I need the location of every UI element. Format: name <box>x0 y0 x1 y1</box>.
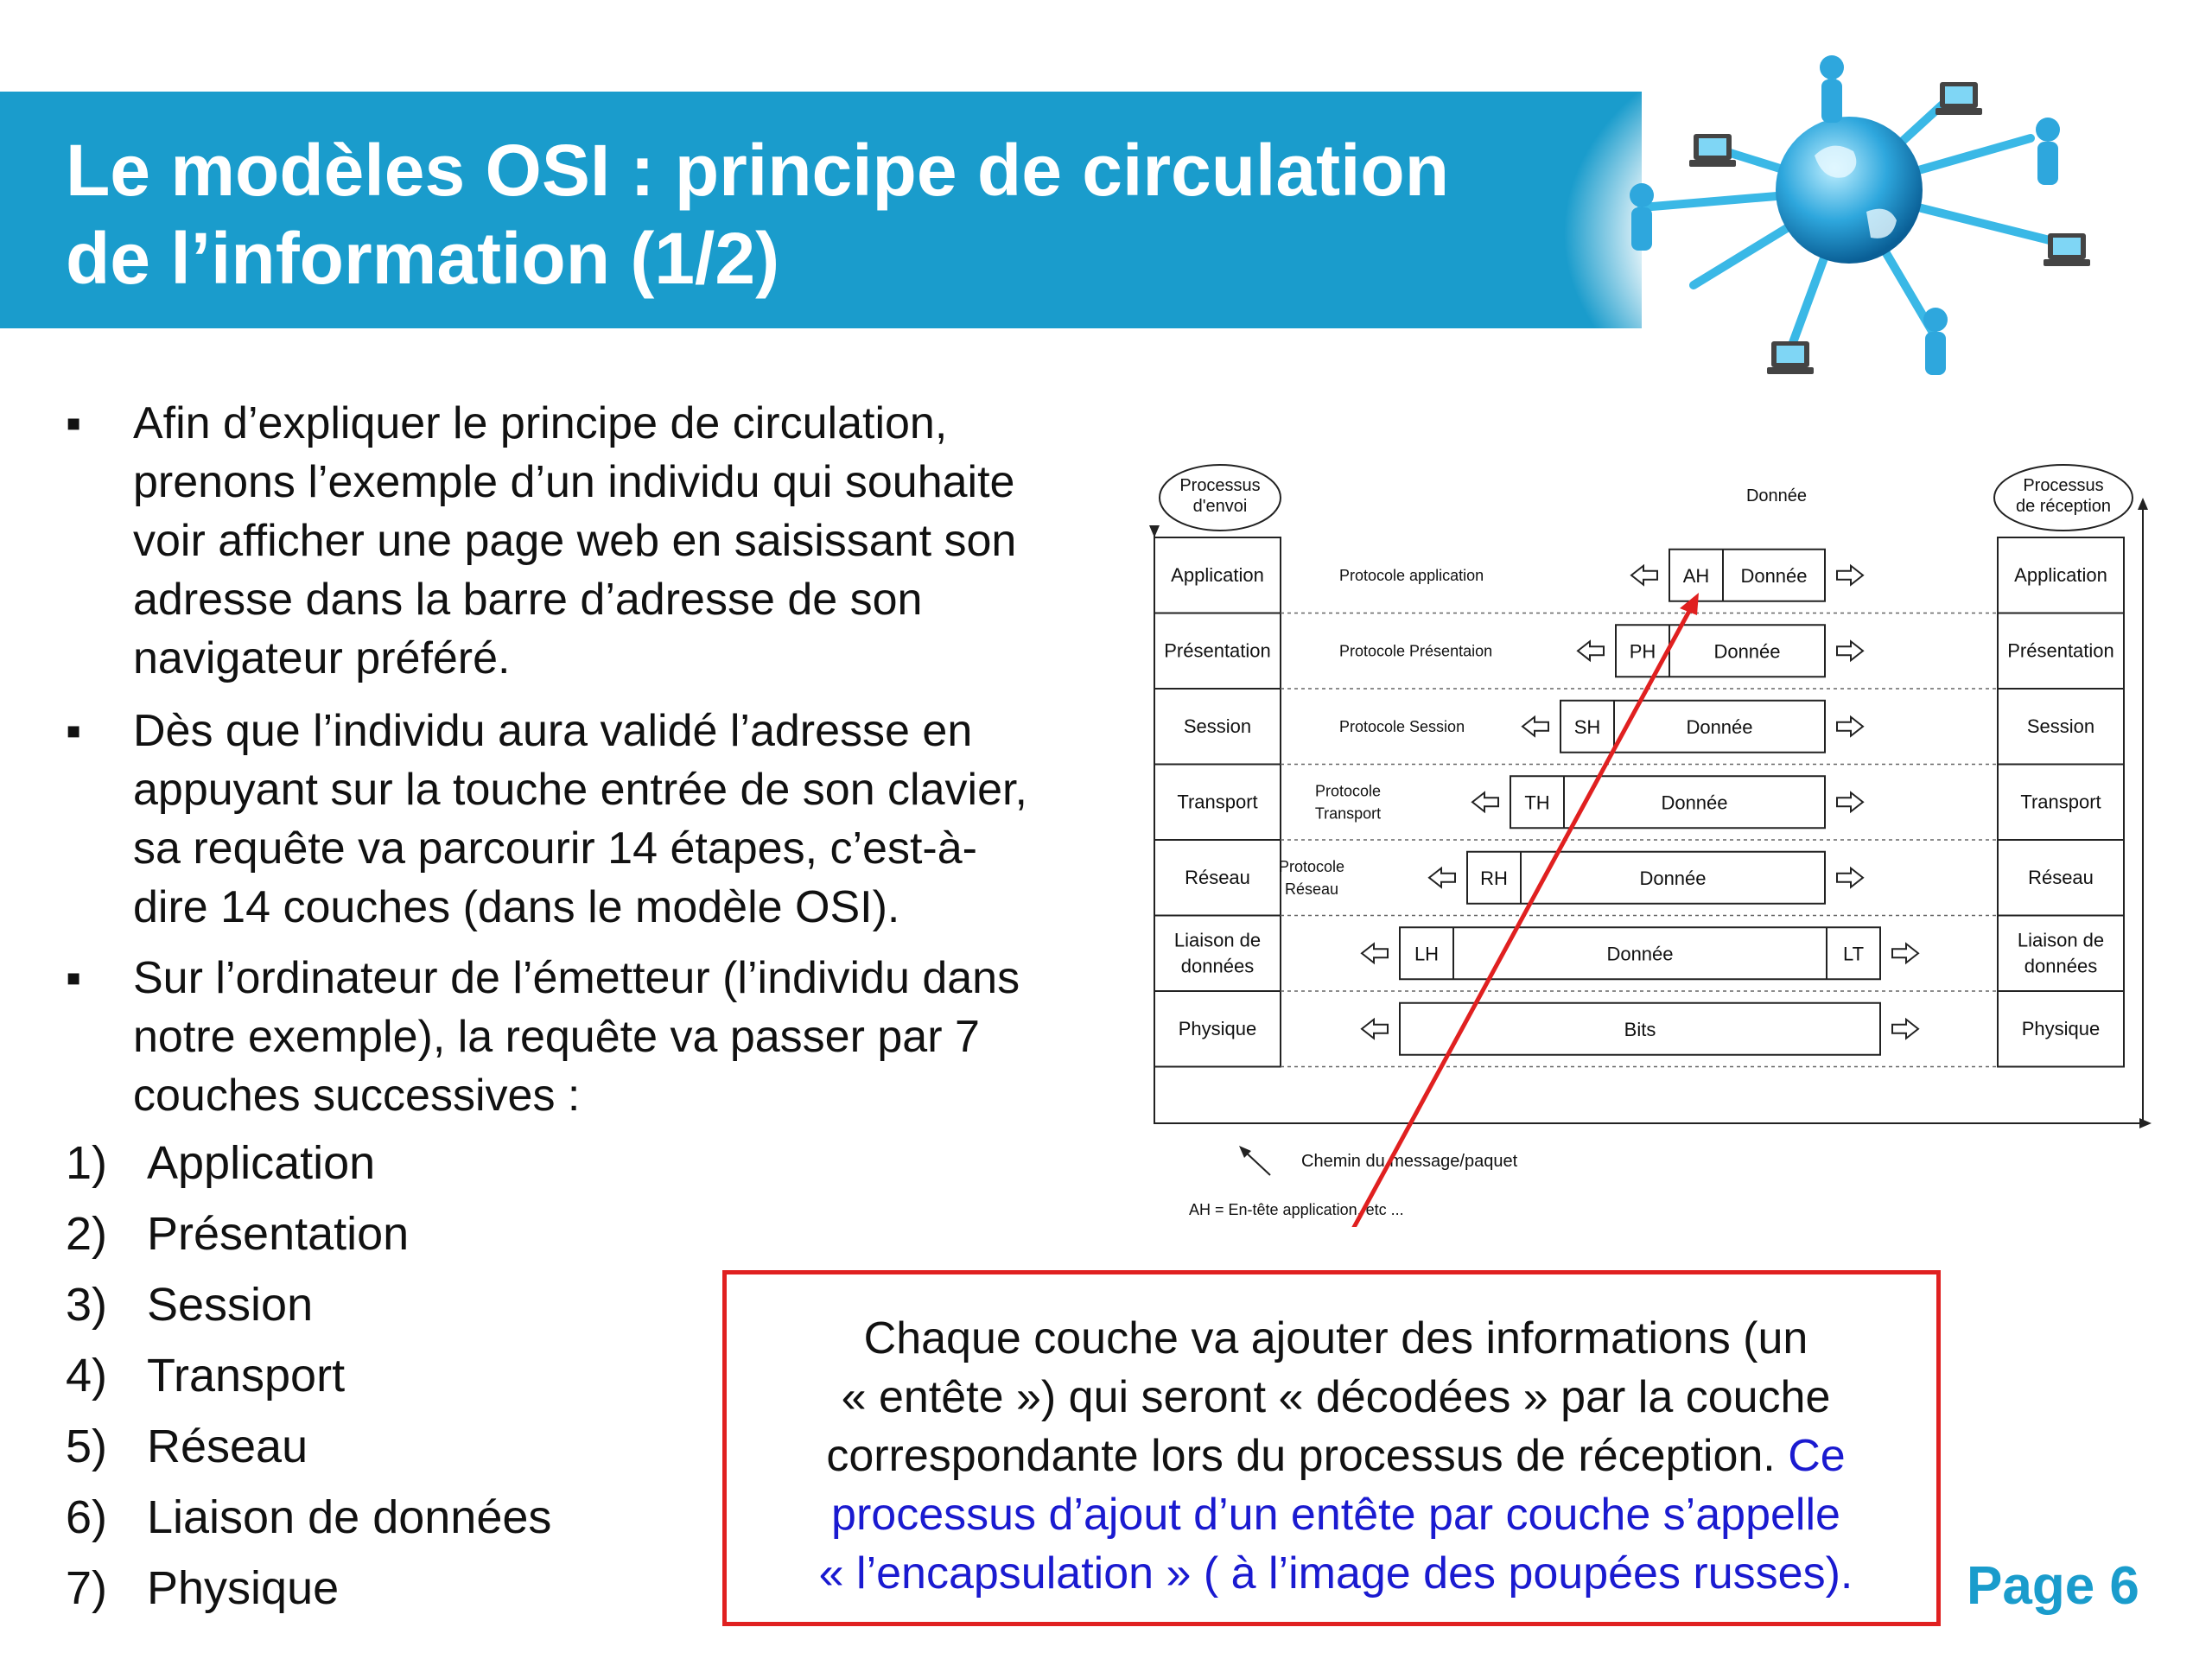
slide-title <box>66 126 1586 302</box>
bullet-line: Dès que l’individu aura validé l’adresse en <box>133 706 973 756</box>
callout-line: Chaque couche va ajouter des informations (un <box>863 1313 1808 1363</box>
path-label: Chemin du message/paquet <box>1301 1152 1518 1171</box>
data-cell: Donnée <box>1713 640 1781 663</box>
item-number: 1) <box>66 1137 108 1189</box>
data-cell: Donnée <box>1639 867 1707 889</box>
bullet-line: prenons l’exemple d’un individu qui souhaite <box>133 457 1015 507</box>
right-hollow-arrow <box>1892 944 1918 963</box>
callout-box <box>722 1270 1941 1626</box>
callout-line: correspondante lors du processus de réception. <box>826 1431 1776 1481</box>
path-label-pointer <box>1244 1151 1270 1175</box>
sender-layer-name: Liaison de <box>1173 929 1262 951</box>
receiver-layer-name: Physique <box>2021 1017 2101 1039</box>
right-hollow-arrow <box>1837 868 1863 887</box>
bullet-item <box>66 949 1137 1125</box>
trailer-cell: LT <box>1842 943 1865 965</box>
left-hollow-arrow <box>1578 641 1604 660</box>
callout-text <box>753 1309 1919 1603</box>
receiver-layer-name: données <box>2024 955 2098 977</box>
receiver-layer-name: Liaison de <box>2017 929 2105 951</box>
path-arrowhead <box>2139 1118 2152 1128</box>
callout-highlight-line: processus d’ajout d’un entête par couche s’appelle <box>831 1490 1840 1540</box>
right-hollow-arrow <box>1837 717 1863 736</box>
numbered-item <box>66 1134 375 1192</box>
bullet-marker: ▪ <box>66 953 82 1003</box>
header-cell: LH <box>1414 943 1440 965</box>
callout-highlight: Ce <box>1788 1431 1846 1481</box>
header-cell: AH <box>1682 564 1710 587</box>
receiver-layer-name: Transport <box>2020 791 2101 813</box>
bullet-line: Sur l’ordinateur de l’émetteur (l’individu dans <box>133 953 1020 1003</box>
left-hollow-arrow <box>1472 792 1498 811</box>
diagram-legend: AH = En-tête application, etc ... <box>1189 1201 1404 1218</box>
item-number: 4) <box>66 1350 108 1402</box>
callout-highlight-line: « l’encapsulation » ( à l’image des poupées russes). <box>818 1548 1853 1599</box>
item-number: 2) <box>66 1208 108 1260</box>
left-hollow-arrow <box>1362 944 1388 963</box>
right-hollow-arrow <box>1837 566 1863 585</box>
bullet-line: Afin d’expliquer le principe de circulation, <box>133 398 948 448</box>
header-cell: RH <box>1480 867 1508 889</box>
sender-process-label: Processus <box>1179 476 1261 495</box>
network-globe-illustration <box>1538 26 2177 406</box>
title-line-2: de l’information (1/2) <box>66 218 780 299</box>
item-label: Session <box>147 1279 314 1331</box>
item-label: Physique <box>147 1562 340 1614</box>
bullet-marker: ▪ <box>66 706 82 756</box>
bullet-line: voir afficher une page web en saisissant son <box>133 516 1017 566</box>
sender-process-label: d'envoi <box>1192 497 1248 516</box>
sender-layer-name: Présentation <box>1164 639 1271 662</box>
item-number: 3) <box>66 1279 108 1331</box>
item-number: 5) <box>66 1421 108 1472</box>
data-cell: Donnée <box>1686 715 1753 738</box>
sender-layer-name: Session <box>1183 715 1252 737</box>
receiver-layer-name: Application <box>2014 563 2107 586</box>
sender-layer-name: données <box>1180 955 1255 977</box>
receiver-layer-name: Présentation <box>2007 639 2114 662</box>
page-number: Page 6 <box>1967 1556 2139 1616</box>
numbered-item <box>66 1275 313 1334</box>
protocol-label: Protocole application <box>1339 566 1484 584</box>
numbered-item <box>66 1417 308 1476</box>
right-hollow-arrow <box>1837 641 1863 660</box>
item-label: Liaison de données <box>147 1491 552 1543</box>
receiver-process-label: de réception <box>2015 497 2112 516</box>
protocol-label: Protocole Présentaion <box>1339 642 1493 660</box>
numbered-item <box>66 1205 409 1263</box>
receiver-layer-name: Réseau <box>2028 866 2094 888</box>
numbered-item <box>66 1559 339 1618</box>
osi-encapsulation-diagram <box>1141 449 2160 1227</box>
protocol-label: Protocole <box>1314 782 1382 800</box>
bullet-line: navigateur préféré. <box>133 633 511 683</box>
bullet-line: sa requête va parcourir 14 étapes, c’est-à- <box>133 823 977 874</box>
sender-layer-name: Application <box>1171 563 1264 586</box>
data-cell: Donnée <box>1661 791 1728 814</box>
callout-line: « entête ») qui seront « décodées » par la couche <box>841 1372 1831 1422</box>
item-label: Transport <box>147 1350 346 1402</box>
bullet-item <box>66 702 1137 937</box>
item-number: 7) <box>66 1562 108 1614</box>
bullet-line: adresse dans la barre d’adresse de son <box>133 575 923 625</box>
receiver-layer-name: Session <box>2026 715 2095 737</box>
left-hollow-arrow <box>1631 566 1657 585</box>
left-hollow-arrow <box>1362 1020 1388 1039</box>
bullet-line: notre exemple), la requête va passer par 7 <box>133 1012 980 1062</box>
protocol-label: Protocole <box>1278 857 1345 875</box>
header-cell: SH <box>1573 715 1601 738</box>
left-hollow-arrow <box>1522 717 1548 736</box>
bullet-item <box>66 394 1137 688</box>
bullet-line: appuyant sur la touche entrée de son clavier, <box>133 765 1027 815</box>
item-number: 6) <box>66 1491 108 1543</box>
header-cell: TH <box>1524 791 1550 814</box>
sender-layer-name: Réseau <box>1185 866 1250 888</box>
numbered-item <box>66 1346 345 1405</box>
data-cell: Donnée <box>1740 564 1808 587</box>
sender-layer-name: Transport <box>1177 791 1258 813</box>
left-hollow-arrow <box>1429 868 1455 887</box>
sender-layer-name: Physique <box>1178 1017 1257 1039</box>
protocol-label: Transport <box>1314 804 1382 823</box>
data-cell: Bits <box>1624 1018 1656 1040</box>
bullet-line: dire 14 couches (dans le modèle OSI). <box>133 882 900 932</box>
header-cell: PH <box>1629 640 1656 663</box>
receiver-process-label: Processus <box>2023 476 2104 495</box>
title-line-1: Le modèles OSI : principe de circulation <box>66 130 1450 211</box>
right-hollow-arrow <box>1837 792 1863 811</box>
bullet-marker: ▪ <box>66 398 82 448</box>
path-arrowhead <box>1149 525 1160 537</box>
protocol-label: Protocole Session <box>1339 717 1465 735</box>
data-cell: Donnée <box>1606 943 1674 965</box>
bullet-line: couches successives : <box>133 1071 581 1121</box>
numbered-item <box>66 1488 551 1547</box>
item-label: Application <box>147 1137 376 1189</box>
item-label: Réseau <box>147 1421 308 1472</box>
protocol-label: Réseau <box>1284 880 1339 898</box>
path-arrowhead <box>2138 498 2148 510</box>
right-hollow-arrow <box>1892 1020 1918 1039</box>
item-label: Présentation <box>147 1208 410 1260</box>
top-data-label: Donnée <box>1745 486 1808 505</box>
